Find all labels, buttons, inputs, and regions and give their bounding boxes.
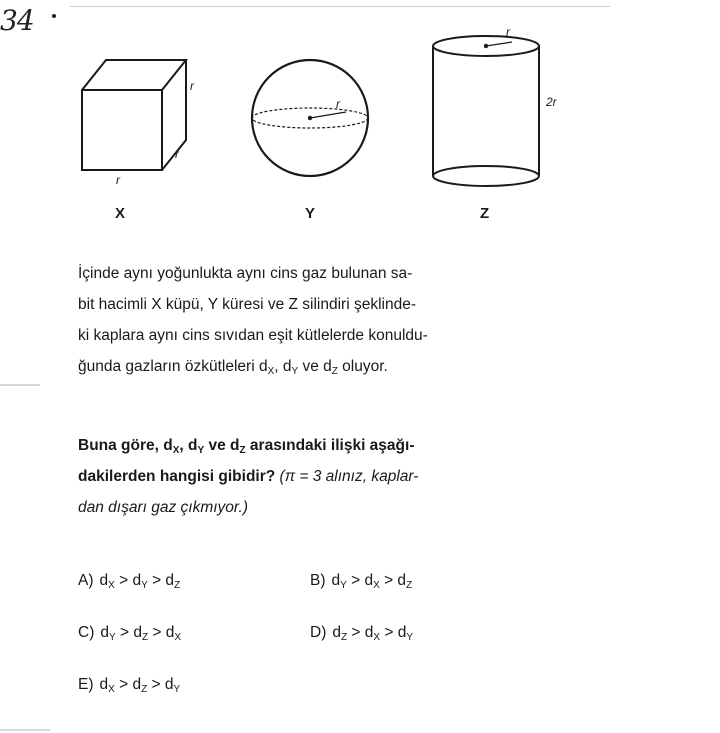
option-text: d: [99, 572, 109, 589]
option-d[interactable]: [310, 624, 413, 642]
question-text: Buna göre, d: [78, 437, 173, 454]
subscript: Z: [340, 632, 348, 643]
option-text: > d: [114, 572, 142, 589]
option-text: d: [332, 624, 341, 641]
stem-line-1: İçinde aynı yoğunlukta aynı cins gaz bulunan sa-: [78, 265, 413, 282]
subscript: X: [373, 632, 381, 643]
option-text: > d: [147, 572, 175, 589]
stem-line-3: ki kaplara aynı cins sıvıdan eşit kütlelerde konuldu-: [78, 327, 428, 344]
option-text: > d: [346, 572, 374, 589]
option-text: > d: [147, 676, 174, 693]
question-stem: [78, 258, 598, 382]
cylinder-bottom-ellipse: [433, 166, 539, 186]
option-text: d: [331, 572, 341, 589]
option-letter: E): [78, 676, 94, 693]
cylinder-radius-line: [486, 42, 512, 46]
question-text: dakilerden hangisi gibidir?: [78, 468, 276, 485]
option-text: d: [99, 676, 109, 693]
subscript: Y: [340, 580, 347, 591]
sphere-center-dot: [308, 116, 312, 120]
question-text: , d: [179, 437, 198, 454]
cube-label: X: [115, 205, 126, 222]
question-number-dot: [52, 14, 56, 18]
subscript: X: [108, 580, 115, 591]
subscript: X: [174, 632, 182, 643]
option-text: > d: [347, 624, 374, 641]
stem-line-4-text: ve d: [298, 358, 332, 375]
subscript: Y: [406, 632, 414, 643]
subscript: Y: [141, 580, 148, 591]
sphere-figure: [252, 60, 368, 176]
cube-figure: [82, 60, 186, 170]
cube-edge-label-right: r: [190, 79, 194, 93]
question-note: dan dışarı gaz çıkmıyor.): [78, 499, 248, 516]
option-b[interactable]: [310, 572, 412, 590]
option-a[interactable]: [78, 572, 180, 590]
bottom-margin-mark: [0, 729, 50, 731]
sphere-radius-line: [310, 112, 346, 118]
question-line-1: [78, 430, 598, 461]
margin-mark: [0, 384, 40, 386]
option-letter: D): [310, 624, 327, 641]
subscript: Z: [331, 366, 338, 377]
subscript: X: [373, 580, 380, 591]
top-rule: [70, 6, 610, 7]
cube-edge-label-depth: r: [175, 147, 179, 161]
cube-edge-label-bottom: r: [116, 173, 120, 187]
stem-line-4-text: , d: [274, 358, 292, 375]
option-e[interactable]: [78, 676, 180, 694]
question-line-2: [78, 461, 598, 492]
subscript: Z: [239, 445, 246, 456]
subscript: X: [267, 366, 275, 377]
subscript: Z: [141, 684, 148, 695]
cylinder-label: Z: [480, 205, 490, 222]
question-prompt: [78, 430, 598, 523]
cylinder-figure: [433, 36, 539, 186]
option-text: > d: [115, 624, 142, 641]
option-text: d: [100, 624, 109, 641]
cylinder-height-label: 2r: [546, 95, 557, 109]
figures-svg: [60, 28, 580, 228]
subscript: Y: [291, 366, 299, 377]
subscript: Z: [174, 580, 181, 591]
figures-panel: [60, 28, 580, 228]
subscript: Y: [173, 684, 181, 695]
subscript: X: [108, 684, 115, 695]
question-line-3: [78, 492, 598, 523]
option-text: > d: [379, 572, 407, 589]
question-number: 34: [0, 4, 34, 37]
subscript: Z: [141, 632, 149, 643]
subscript: X: [172, 445, 180, 456]
question-note: (π = 3 alınız, kaplar-: [275, 468, 419, 485]
subscript: Y: [108, 632, 116, 643]
cube-front-face: [82, 90, 162, 170]
option-letter: A): [78, 572, 94, 589]
stem-line-4: [78, 351, 598, 382]
sphere-radius-label: r: [336, 97, 340, 111]
cylinder-center-dot: [484, 44, 488, 48]
question-text: ve d: [204, 437, 240, 454]
option-c[interactable]: [78, 624, 181, 642]
option-text: > d: [148, 624, 175, 641]
question-text: arasındaki ilişki aşağı-: [245, 437, 415, 454]
stem-line-4-text: oluyor.: [337, 358, 388, 375]
option-letter: C): [78, 624, 95, 641]
subscript: Y: [197, 445, 205, 456]
sphere-label: Y: [305, 205, 316, 222]
option-text: > d: [114, 676, 142, 693]
option-letter: B): [310, 572, 326, 589]
cube-top-face: [82, 60, 186, 90]
stem-line-4-text: ğunda gazların özkütleleri d: [78, 358, 268, 375]
subscript: Z: [406, 580, 413, 591]
cylinder-radius-label: r: [506, 28, 510, 39]
option-text: > d: [380, 624, 407, 641]
stem-line-2: bit hacimli X küpü, Y küresi ve Z silindiri şeklinde-: [78, 296, 416, 313]
